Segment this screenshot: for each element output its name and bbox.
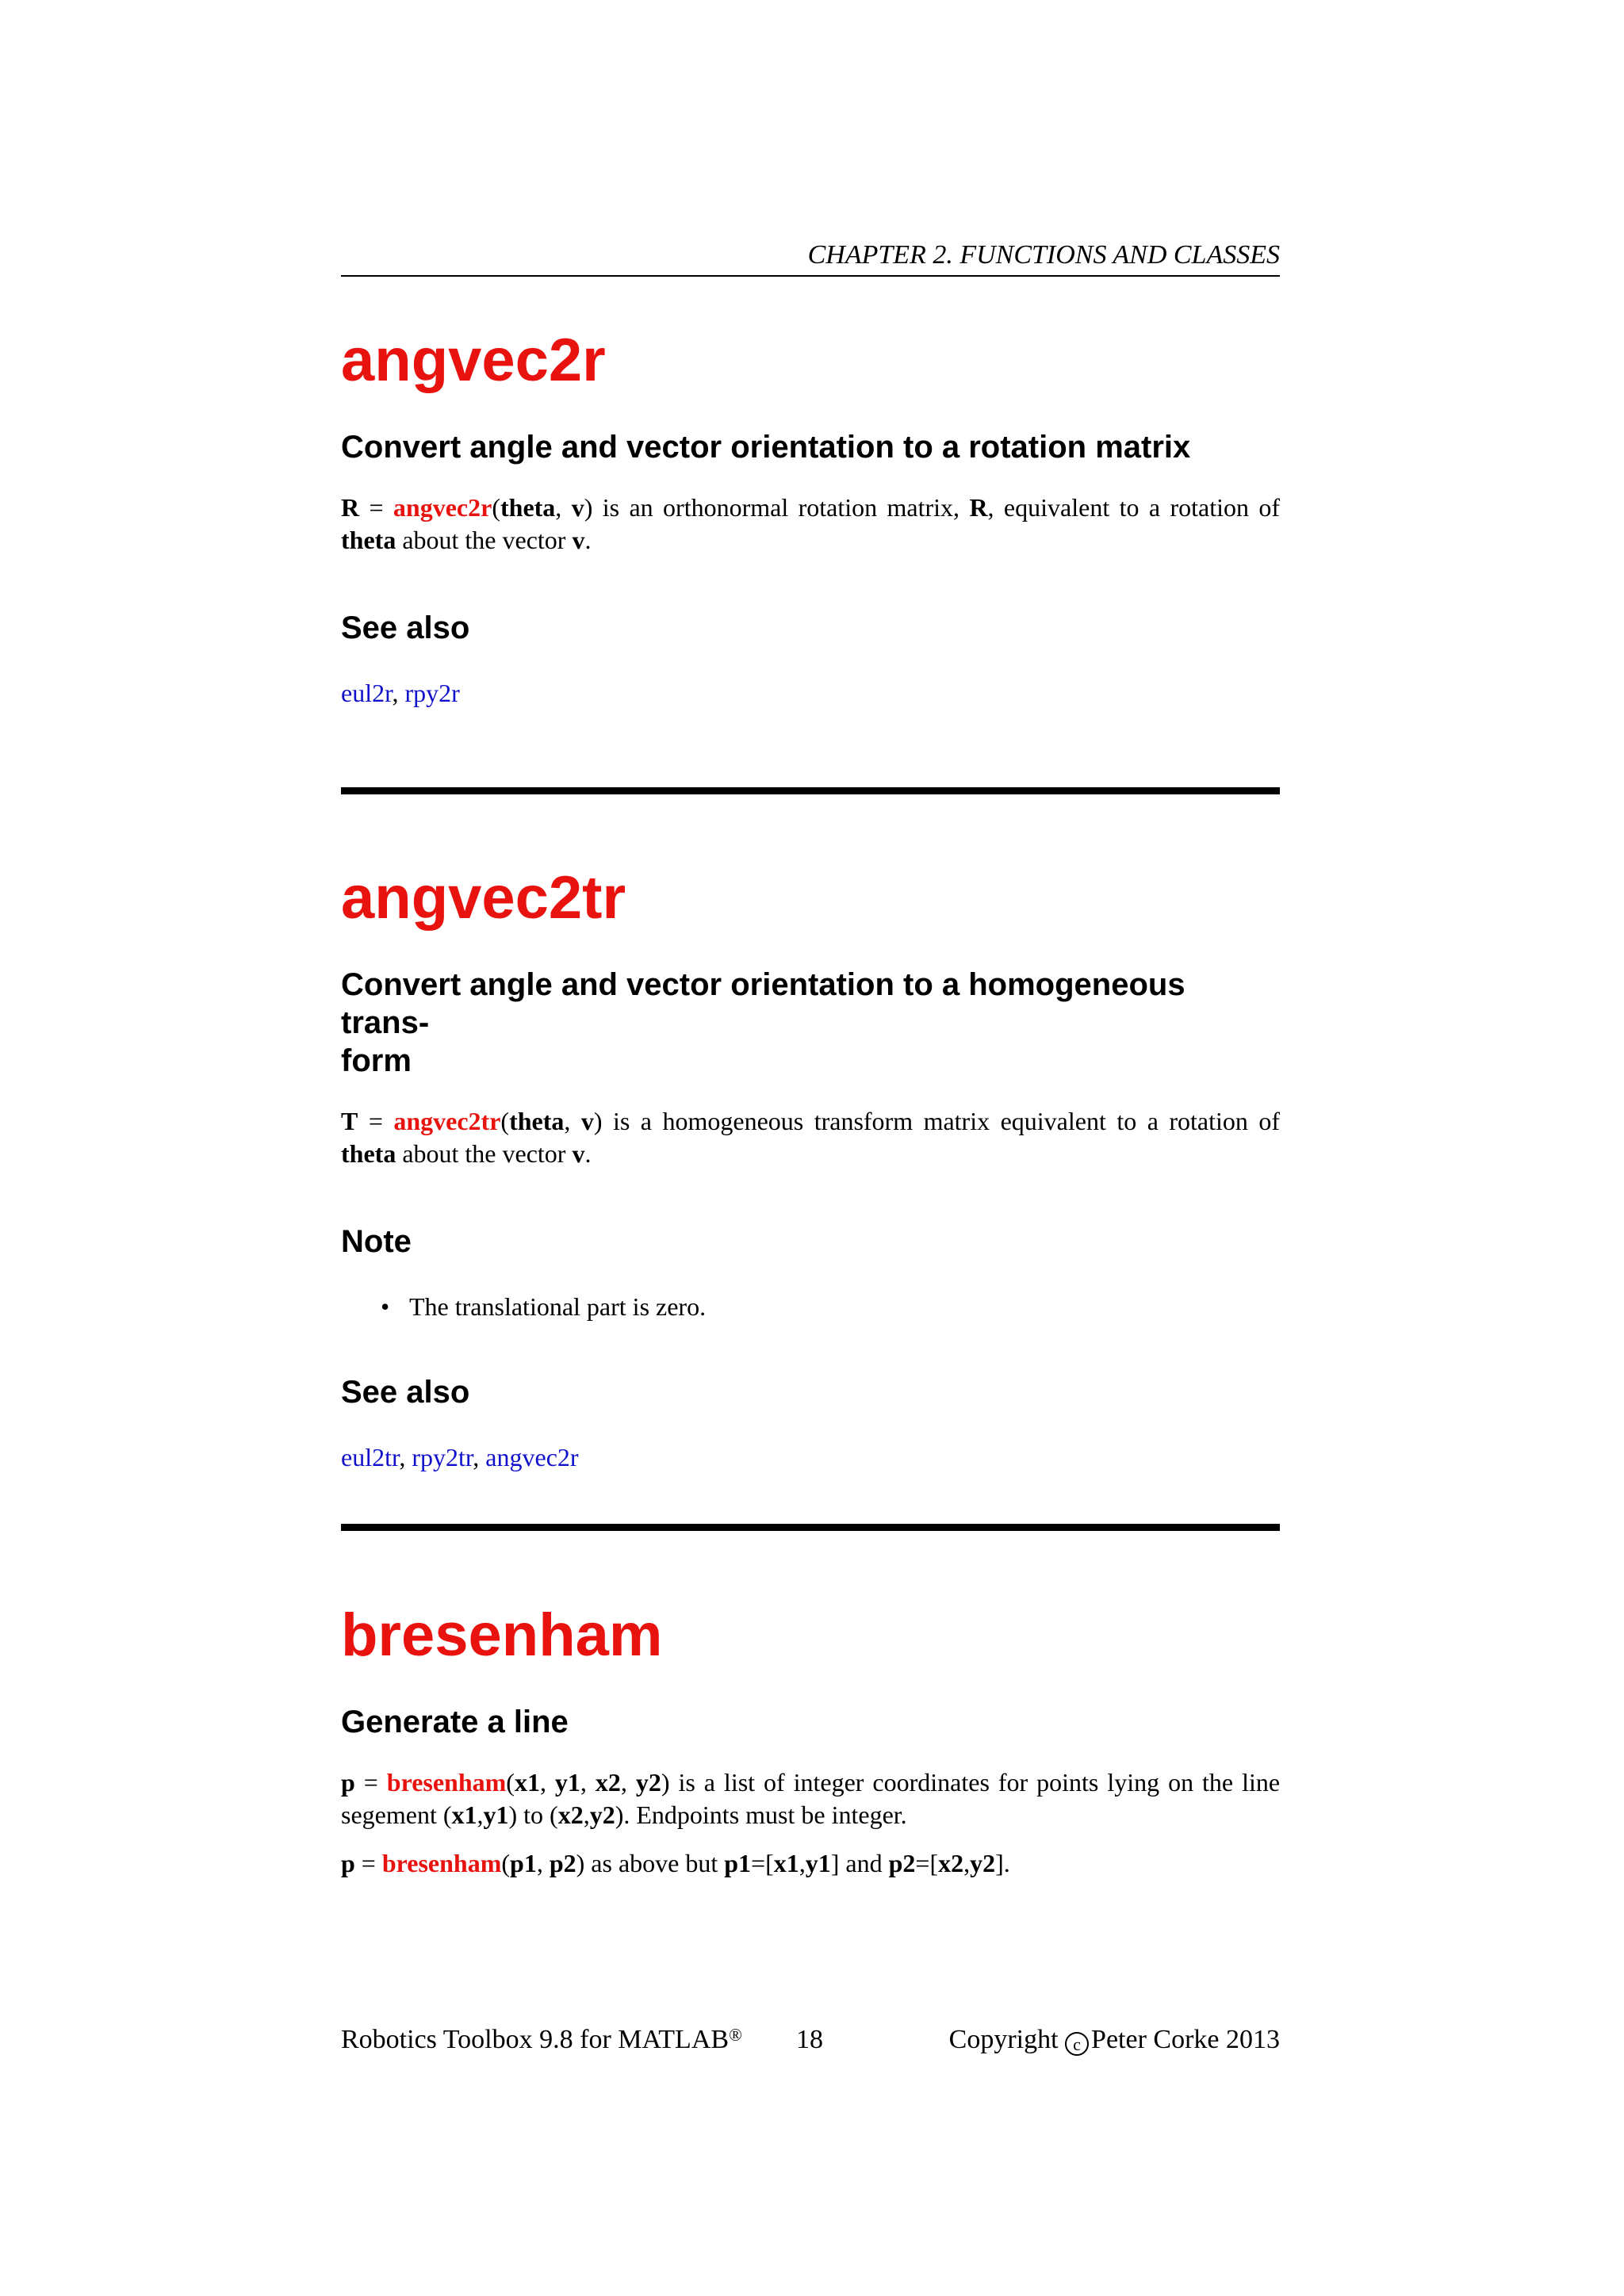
registered-mark: ® (729, 2025, 742, 2045)
function-name-inline: bresenham (381, 1849, 502, 1877)
description-paragraph: p = bresenham(x1, y1, x2, y2) is a list of integer coordinates for points lying on the line segement (x1,y1) to (x2,y2). Endpoints must be integer. (341, 1768, 1281, 1829)
link-eul2r[interactable]: eul2r (341, 679, 393, 707)
header-rule (341, 275, 1280, 277)
function-title: angvec2r (341, 327, 606, 394)
description-paragraph: T = angvec2tr(theta, v) is a homogeneous transform matrix equivalent to a rotation of theta about the vector v. (341, 1107, 1281, 1168)
description-paragraph: R = angvec2r(theta, v) is an orthonormal rotation matrix, R, equivalent to a rotation of theta about the vector v. (341, 493, 1281, 554)
function-title: bresenham (341, 1601, 663, 1669)
function-subtitle: Generate a line (341, 1705, 569, 1739)
function-name-inline: angvec2r (393, 493, 492, 522)
section-divider (341, 1524, 1280, 1531)
link-angvec2r[interactable]: angvec2r (485, 1443, 579, 1471)
function-subtitle: Convert angle and vector orientation to a homogeneous trans- form (341, 967, 1185, 1078)
see-also-heading: See also (341, 1375, 470, 1410)
note-list (341, 1291, 1280, 1322)
running-head: CHAPTER 2. FUNCTIONS AND CLASSES (807, 240, 1280, 270)
note-heading: Note (341, 1224, 412, 1259)
document-page (341, 0, 1280, 2296)
see-also-links: eul2tr, rpy2tr, angvec2r (341, 1443, 579, 1471)
footer-copyright: Copyright c Peter Corke 2013 (948, 2025, 1280, 2054)
link-rpy2tr[interactable]: rpy2tr (412, 1443, 473, 1471)
function-title: angvec2tr (341, 864, 626, 932)
footer-title: Robotics Toolbox 9.8 for MATLAB® (341, 2025, 742, 2054)
function-name-inline: angvec2tr (393, 1107, 501, 1135)
page-number: 18 (796, 2025, 823, 2054)
section-bresenham (341, 1600, 1280, 1880)
copyright-icon: c (1065, 2032, 1089, 2056)
see-also-links: eul2r, rpy2r (341, 679, 460, 707)
function-subtitle: Convert angle and vector orientation to a rotation matrix (341, 430, 1191, 465)
section-angvec2tr (341, 863, 1280, 1473)
section-divider (341, 787, 1280, 794)
link-eul2tr[interactable]: eul2tr (341, 1443, 400, 1471)
section-angvec2r (341, 325, 1280, 709)
function-name-inline: bresenham (386, 1768, 507, 1797)
list-item: • The translational part is zero. (341, 1291, 1280, 1322)
link-rpy2r[interactable]: rpy2r (404, 679, 460, 707)
description-paragraph: p = bresenham(p1, p2) as above but p1=[x1,y1] and p2=[x2,y2]. (341, 1849, 1010, 1877)
see-also-heading: See also (341, 610, 470, 645)
